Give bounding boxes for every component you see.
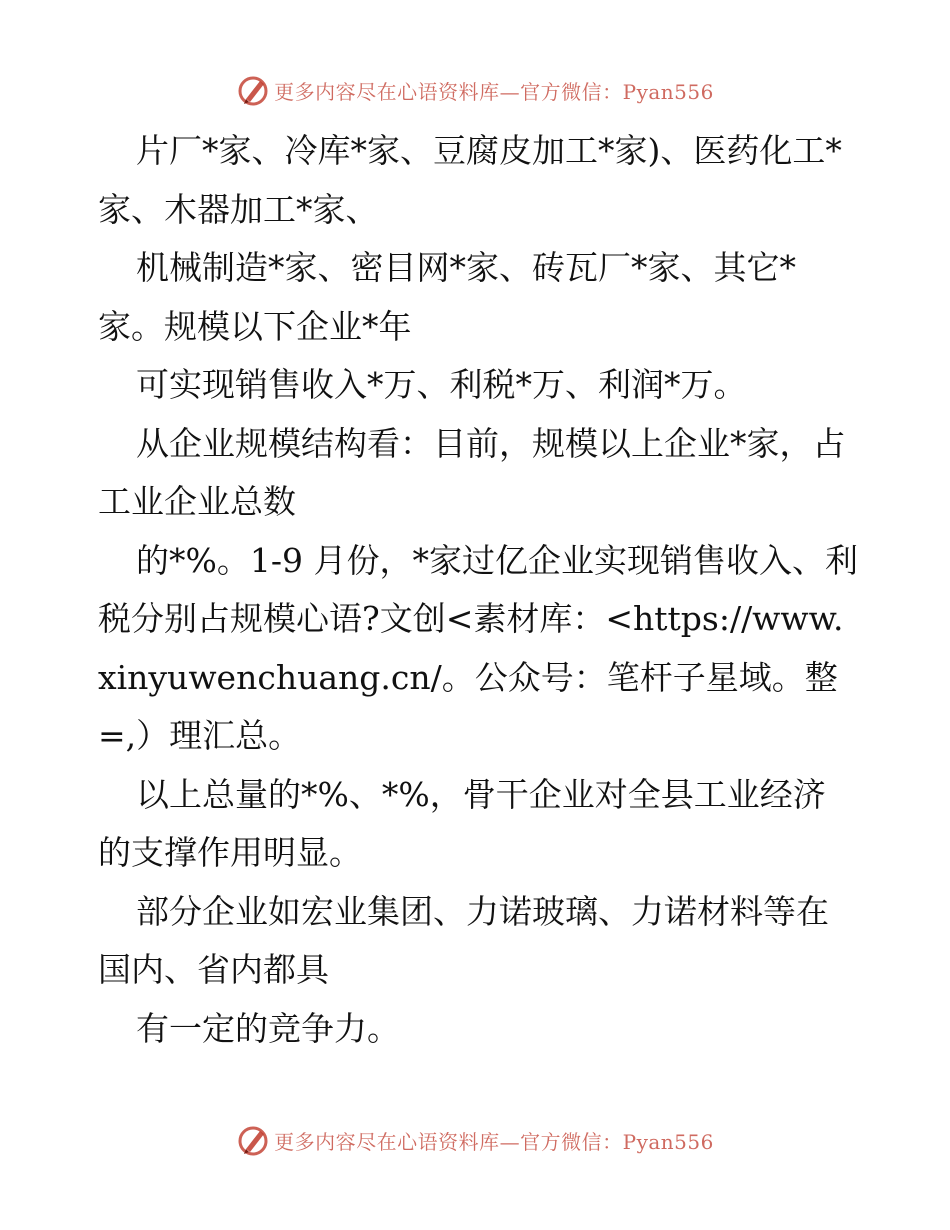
paragraph-8: 有一定的竞争力。: [136, 1008, 400, 1048]
paragraph-6: 以上总量的*%、*%，骨干企业对全县工业经济的支撑作用明显。: [98, 774, 826, 872]
paragraph-7: 部分企业如宏业集团、力诺玻璃、力诺材料等在国内、省内都具: [98, 891, 829, 989]
paragraph-2: 机械制造*家、密目网*家、砖瓦厂*家、其它*家。规模以下企业*年: [98, 248, 796, 346]
paragraph-5: 的*%。1-9 月份，*家过亿企业实现销售收入、利税分别占规模心语?文创<素材库：<https://www.xinyuwenchuang.cn/。公众号：笔杆子星域。整=,）理汇总。: [98, 540, 858, 755]
pen-logo-icon: [236, 1123, 270, 1157]
watermark-text: 更多内容尽在心语资料库—官方微信：Pyan556: [274, 1129, 714, 1154]
footer-watermark-banner: [0, 1120, 950, 1160]
pen-logo-icon: [236, 73, 270, 107]
paragraph-3: 可实现销售收入*万、利税*万、利润*万。: [136, 365, 747, 404]
watermark-text: 更多内容尽在心语资料库—官方微信：Pyan556: [274, 79, 714, 104]
header-watermark-banner: [0, 70, 950, 110]
document-body: [98, 122, 858, 1058]
paragraph-4: 从企业规模结构看：目前，规模以上企业*家，占工业企业总数: [98, 423, 846, 521]
paragraph-1: 片厂*家、冷库*家、豆腐皮加工*家)、医药化工*家、木器加工*家、: [98, 131, 842, 229]
